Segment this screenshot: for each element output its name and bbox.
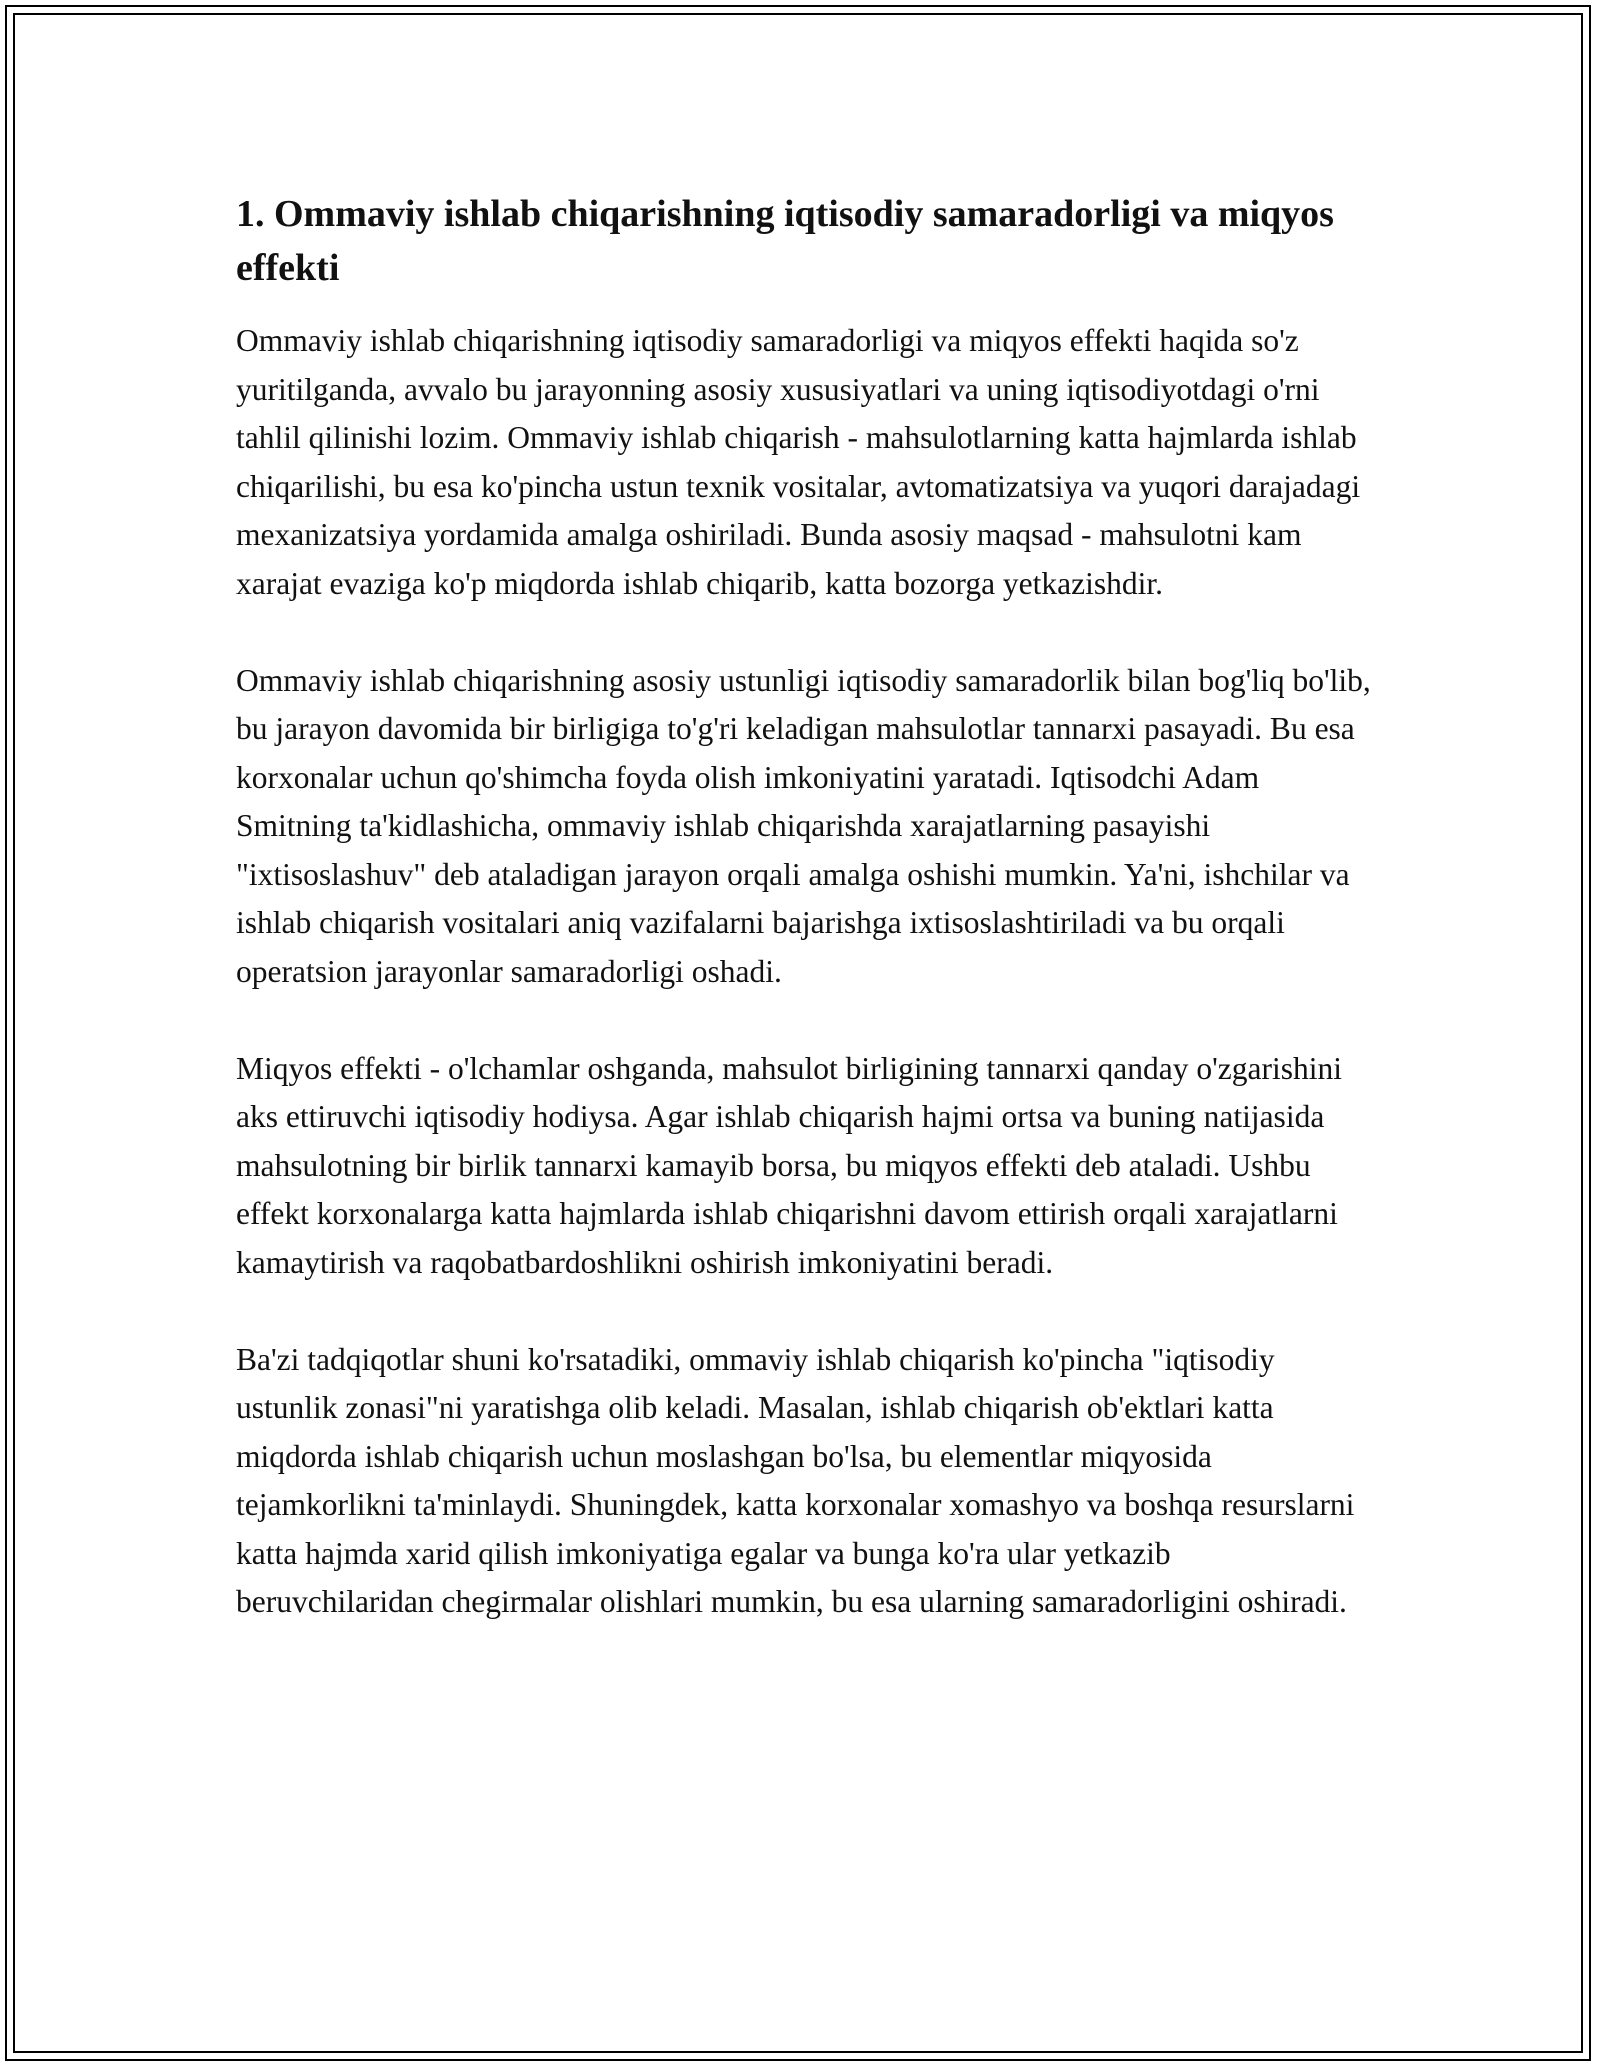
paragraph-4: Ba'zi tadqiqotlar shuni ko'rsatadiki, ommaviy ishlab chiqarish ko'pincha "iqtisodiy ustunlik zonasi"ni yaratishga olib keladi. Masalan, ishlab chiqarish ob'ektlari katta miqdorda ishlab chiqarish uchun moslashgan bo'lsa, bu elementlar miqyosida tejamkorlikni ta'minlaydi. Shuningdek, katta korxonalar xomashyo va boshqa resurslarni katta hajmda xarid qilish imkoniyatiga egalar va bunga ko'ra ular yetkazib beruvchilaridan chegirmalar olishlari mumkin, bu esa ularning samaradorligini oshiradi. <box>236 1341 1355 1619</box>
paragraph-3: Miqyos effekti - o'lchamlar oshganda, mahsulot birligining tannarxi qanday o'zgarishini aks ettiruvchi iqtisodiy hodiysa. Agar ishlab chiqarish hajmi ortsa va buning natijasida mahsulotning bir birlik tannarxi kamayib borsa, bu miqyos effekti deb ataladi. Ushbu effekt korxonalarga katta hajmlarda ishlab chiqarishni davom ettirish orqali xarajatlarni kamaytirish va raqobatbardoshlikni oshirish imkoniyatini beradi. <box>236 1050 1343 1280</box>
paragraph-1: Ommaviy ishlab chiqarishning iqtisodiy samaradorligi va miqyos effekti haqida so'z yuritilganda, avvalo bu jarayonning asosiy xususiyatlari va uning iqtisodiyotdagi o'rni tahlil qilinishi lozim. Ommaviy ishlab chiqarish - mahsulotlarning katta hajmlarda ishlab chiqarilishi, bu esa ko'pincha ustun texnik vositalar, avtomatizatsiya va yuqori darajadagi mexanizatsiya yordamida amalga oshiriladi. Bunda asosiy maqsad - mahsulotni kam xarajat evaziga ko'p miqdorda ishlab chiqarib, katta bozorga yetkazishdir. <box>236 323 1361 601</box>
paragraph-2: Ommaviy ishlab chiqarishning asosiy ustunligi iqtisodiy samaradorlik bilan bog'liq bo'lib, bu jarayon davomida bir birligiga to'g'ri keladigan mahsulotlar tannarxi pasayadi. Bu esa korxonalar uchun qo'shimcha foyda olish imkoniyatini yaratadi. Iqtisodchi Adam Smitning ta'kidlashicha, ommaviy ishlab chiqarishda xarajatlarning pasayishi "ixtisoslashuv" deb ataladigan jarayon orqali amalga oshishi mumkin. Ya'ni, ishchilar va ishlab chiqarish vositalari aniq vazifalarni bajarishga ixtisoslashtiriladi va bu orqali operatsion jarayonlar samaradorligi oshadi. <box>236 662 1371 989</box>
document-body <box>236 187 1376 1675</box>
section-heading: 1. Ommaviy ishlab chiqarishning iqtisodiy samaradorligi va miqyos effekti <box>236 193 1334 289</box>
